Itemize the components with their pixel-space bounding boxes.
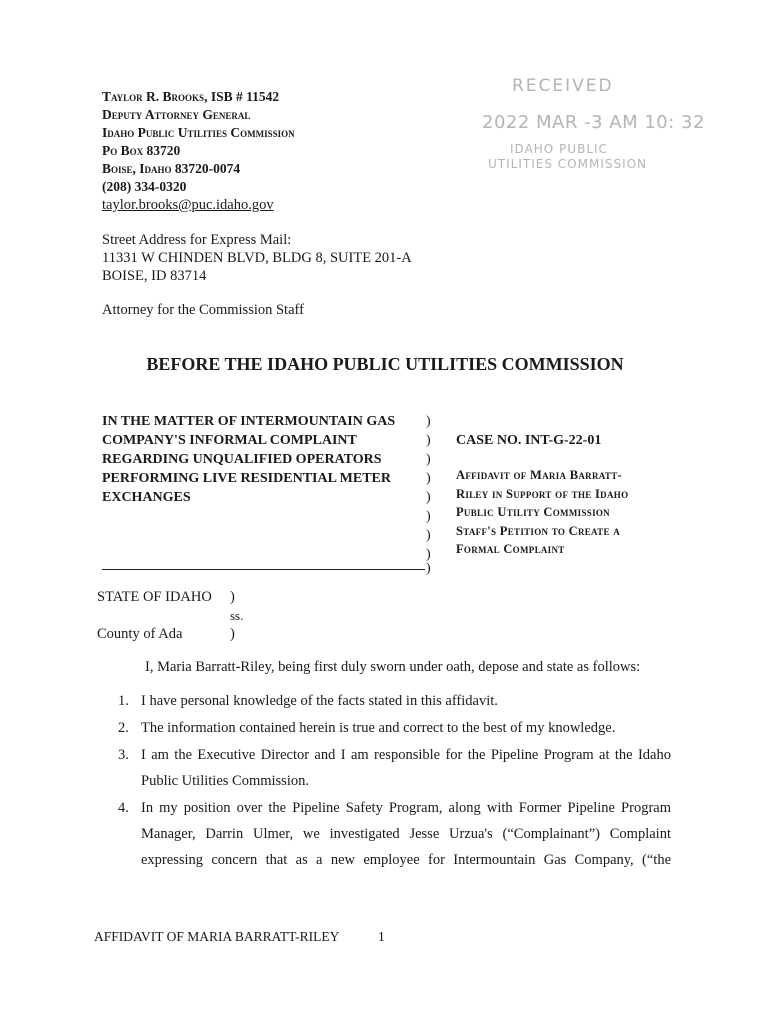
matter-line: COMPANY'S INFORMAL COMPLAINT	[102, 433, 357, 448]
venue-paren: )	[230, 626, 235, 642]
item-number: 4.	[118, 800, 129, 816]
caption-paren: )	[426, 414, 431, 429]
caption-paren: )	[426, 471, 431, 486]
attorney-po-box: Po Box 83720	[102, 143, 181, 158]
matter-line: IN THE MATTER OF INTERMOUNTAIN GAS	[102, 414, 396, 429]
attorney-phone: (208) 334-0320	[102, 179, 187, 194]
item-text: Public Utilities Commission.	[141, 773, 309, 789]
express-line2: BOISE, ID 83714	[102, 268, 207, 284]
item-text: I am the Executive Director and I am responsible for the Pipeline Program at the Idaho	[141, 747, 671, 763]
venue-county: County of Ada	[97, 626, 183, 642]
item-text: Manager, Darrin Ulmer, we investigated Jesse Urzua's (“Complainant”) Complaint	[141, 826, 671, 842]
matter-line: EXCHANGES	[102, 490, 191, 505]
caption-paren: )	[426, 490, 431, 505]
attorney-title: Deputy Attorney General	[102, 107, 251, 122]
stamp-line2: UTILITIES COMMISSION	[488, 157, 648, 171]
footer-label: AFFIDAVIT OF MARIA BARRATT-RILEY	[94, 929, 340, 944]
matter-line: REGARDING UNQUALIFIED OPERATORS	[102, 452, 382, 467]
attorney-city: Boise, Idaho 83720-0074	[102, 161, 241, 176]
affidavit-title-line: Public Utility Commission	[456, 505, 610, 519]
item-text: The information contained herein is true and correct to the best of my knowledge.	[141, 720, 616, 736]
item-number: 2.	[118, 720, 129, 736]
item-text: I have personal knowledge of the facts stated in this affidavit.	[141, 693, 498, 709]
affidavit-title-line: Staff's Petition to Create a	[456, 523, 621, 538]
caption-underline	[102, 569, 425, 570]
venue-paren: )	[230, 589, 235, 605]
affidavit-title-line: Riley in Support of the Idaho	[456, 486, 629, 501]
item-text: expressing concern that as a new employee for Intermountain Gas Company, (“the	[141, 852, 671, 868]
caption-paren: )	[426, 433, 431, 448]
affidavit-title-line: Affidavit of Maria Barratt-	[456, 468, 622, 482]
caption-paren: )	[426, 561, 431, 576]
caption-paren: )	[426, 547, 431, 562]
intro-paragraph: I, Maria Barratt-Riley, being first duly sworn under oath, depose and state as follows:	[145, 659, 641, 675]
affidavit-title-line: Formal Complaint	[456, 542, 565, 556]
case-number: CASE NO. INT-G-22-01	[456, 433, 602, 448]
stamp-received: RECEIVED	[512, 76, 614, 96]
venue-ss: ss.	[230, 608, 244, 623]
stamp-line1: IDAHO PUBLIC	[510, 142, 608, 156]
stamp-date: 2022 MAR -3 AM 10: 32	[482, 112, 705, 133]
express-label: Street Address for Express Mail:	[102, 232, 292, 248]
express-line1: 11331 W CHINDEN BLVD, BLDG 8, SUITE 201-A	[102, 250, 412, 266]
item-text: In my position over the Pipeline Safety Program, along with Former Pipeline Program	[141, 800, 671, 816]
matter-line: PERFORMING LIVE RESIDENTIAL METER	[102, 471, 391, 486]
attorney-agency: Idaho Public Utilities Commission	[102, 125, 295, 140]
attorney-name: Taylor R. Brooks, ISB # 11542	[102, 89, 280, 104]
commission-title: BEFORE THE IDAHO PUBLIC UTILITIES COMMISSION	[146, 354, 624, 374]
caption-paren: )	[426, 528, 431, 543]
caption-paren: )	[426, 509, 431, 524]
caption-paren: )	[426, 452, 431, 467]
venue-state: STATE OF IDAHO	[97, 589, 212, 605]
attorney-email-link[interactable]: taylor.brooks@puc.idaho.gov	[102, 197, 274, 213]
item-number: 3.	[118, 747, 129, 763]
attorney-for: Attorney for the Commission Staff	[102, 302, 304, 318]
item-number: 1.	[118, 693, 129, 709]
page-number: 1	[378, 929, 385, 944]
